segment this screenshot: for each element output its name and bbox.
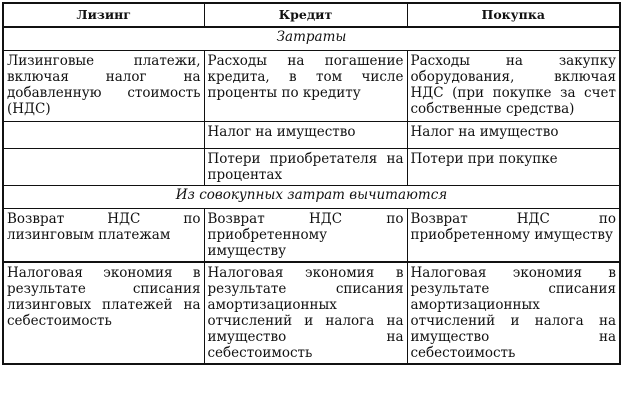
table-row bbox=[3, 262, 620, 364]
section-title-costs: Затраты bbox=[3, 27, 620, 51]
table-row bbox=[3, 149, 620, 186]
cell-purchase-losses: Потери при покупке bbox=[407, 149, 620, 186]
cell-credit-tax-savings: Налоговая экономия в результате списания амортизационных отчислений и налога на имущество на себестоимость bbox=[204, 262, 407, 364]
cell-empty bbox=[3, 122, 204, 149]
leasing-credit-purchase-table bbox=[2, 2, 621, 365]
header-row bbox=[3, 3, 620, 27]
cell-empty bbox=[3, 149, 204, 186]
header-leasing: Лизинг bbox=[3, 3, 204, 27]
table-row bbox=[3, 209, 620, 263]
cell-credit-expenses: Расходы на погашение кредита, в том числе проценты по кредиту bbox=[204, 51, 407, 122]
cell-purchase-vat-refund: Возврат НДС по приобретенному имуществу bbox=[407, 209, 620, 263]
section-row-costs bbox=[3, 27, 620, 51]
cell-credit-vat-refund: Возврат НДС по приобретенному имуществу bbox=[204, 209, 407, 263]
cell-leasing-vat-refund: Возврат НДС по лизинговым платежам bbox=[3, 209, 204, 263]
cell-credit-property-tax: Налог на имущество bbox=[204, 122, 407, 149]
table-row bbox=[3, 122, 620, 149]
cell-purchase-expenses: Расходы на закупку оборудования, включая НДС (при покупке за счет собственные средства) bbox=[407, 51, 620, 122]
section-title-deductions: Из совокупных затрат вычитаются bbox=[3, 186, 620, 209]
cell-leasing-payments: Лизинговые платежи, включая налог на добавленную стоимость (НДС) bbox=[3, 51, 204, 122]
cell-purchase-tax-savings: Налоговая экономия в результате списания амортизационных отчислений и налога на имущество на себестоимость bbox=[407, 262, 620, 364]
header-credit: Кредит bbox=[204, 3, 407, 27]
table-row bbox=[3, 51, 620, 122]
cell-credit-interest-losses: Потери приобретателя на процентах bbox=[204, 149, 407, 186]
cell-purchase-property-tax: Налог на имущество bbox=[407, 122, 620, 149]
header-purchase: Покупка bbox=[407, 3, 620, 27]
section-row-deductions bbox=[3, 186, 620, 209]
comparison-table-page bbox=[2, 2, 619, 406]
cell-leasing-tax-savings: Налоговая экономия в результате списания лизинговых платежей на себестоимость bbox=[3, 262, 204, 364]
